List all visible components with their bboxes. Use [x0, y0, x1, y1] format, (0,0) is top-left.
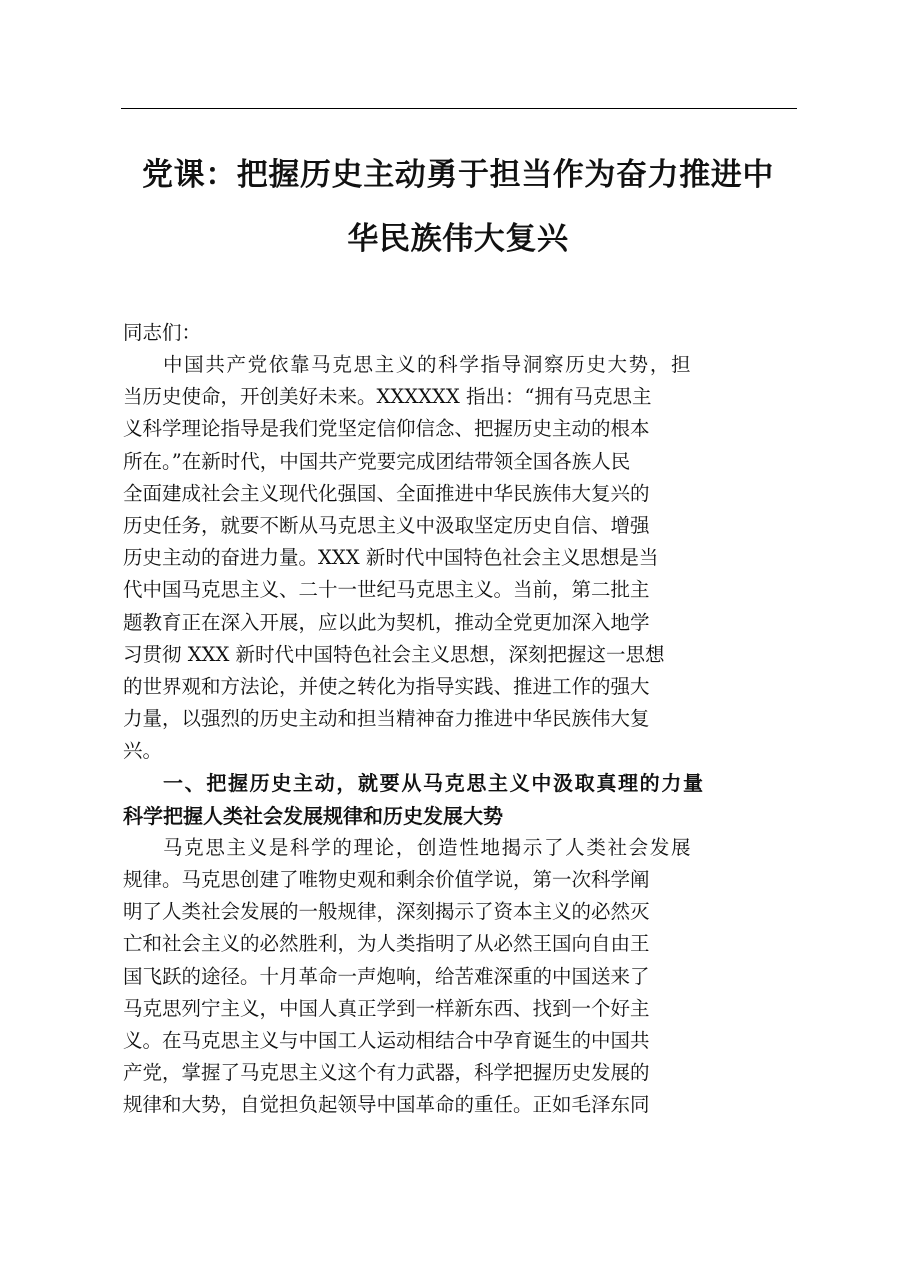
text-line: 习贯彻 XXX 新时代中国特色社会主义思想，深刻把握这一思想 — [123, 642, 665, 666]
document-body — [123, 317, 795, 1122]
text-line: 规律。马克思创建了唯物史观和剩余价值学说，第一次科学阐 — [123, 868, 650, 891]
header-rule — [121, 108, 797, 109]
heading-line: 科学把握人类社会发展规律和历史发展大势 — [123, 803, 503, 828]
title-line: 华民族伟大复兴 — [347, 221, 569, 257]
paragraph-2 — [123, 832, 795, 1122]
text-line: 兴。 — [123, 739, 163, 763]
text-line: 中国共产党依靠马克思主义的科学指导洞察历史大势，担 — [163, 353, 693, 376]
document-title — [118, 143, 798, 271]
heading-line: 一、把握历史主动，就要从马克思主义中汲取真理的力量 — [163, 771, 705, 796]
salutation: 同志们： — [123, 321, 202, 344]
text-line: 的世界观和方法论，并使之转化为指导实践、推进工作的强大 — [123, 674, 650, 698]
paragraph-1 — [123, 349, 795, 767]
text-line: 历史主动的奋进力量。XXX 新时代中国特色社会主义思想是当 — [123, 546, 659, 570]
text-line: 历史任务，就要不断从马克思主义中汲取坚定历史自信、增强 — [123, 513, 650, 537]
text-line: 马克思主义是科学的理论，创造性地揭示了人类社会发展 — [163, 835, 693, 859]
text-line: 产党，掌握了马克思主义这个有力武器，科学把握历史发展的 — [123, 1061, 650, 1085]
text-line: 规律和大势，自觉担负起领导中国革命的重任。正如毛泽东同 — [123, 1093, 650, 1117]
text-line: 题教育正在深入开展，应以此为契机，推动全党更加深入地学 — [123, 610, 650, 634]
text-line: 力量，以强烈的历史主动和担当精神奋力推进中华民族伟大复 — [123, 707, 650, 731]
text-line: 义科学理论指导是我们党坚定信仰信念、把握历史主动的根本 — [123, 417, 650, 441]
text-line: 全面建成社会主义现代化强国、全面推进中华民族伟大复兴的 — [123, 481, 650, 505]
text-line: 明了人类社会发展的一般规律，深刻揭示了资本主义的必然灭 — [123, 900, 650, 924]
text-line: 义。在马克思主义与中国工人运动相结合中孕育诞生的中国共 — [123, 1028, 650, 1052]
text-line: 国飞跃的途径。十月革命一声炮响，给苦难深重的中国送来了 — [123, 964, 650, 988]
text-line: 亡和社会主义的必然胜利，为人类指明了从必然王国向自由王 — [123, 932, 650, 956]
text-line: 当历史使命，开创美好未来。XXXXXX 指出：“拥有马克思主 — [123, 385, 652, 409]
title-line: 党课：把握历史主动勇于担当作为奋力推进中 — [142, 157, 774, 193]
text-line: 代中国马克思主义、二十一世纪马克思主义。当前，第二批主 — [123, 578, 650, 602]
text-line: 所在。”在新时代，中国共产党要完成团结带领全国各族人民 — [123, 449, 631, 473]
text-line: 马克思列宁主义，中国人真正学到一样新东西、找到一个好主 — [123, 996, 650, 1020]
section-heading-1 — [123, 767, 795, 831]
